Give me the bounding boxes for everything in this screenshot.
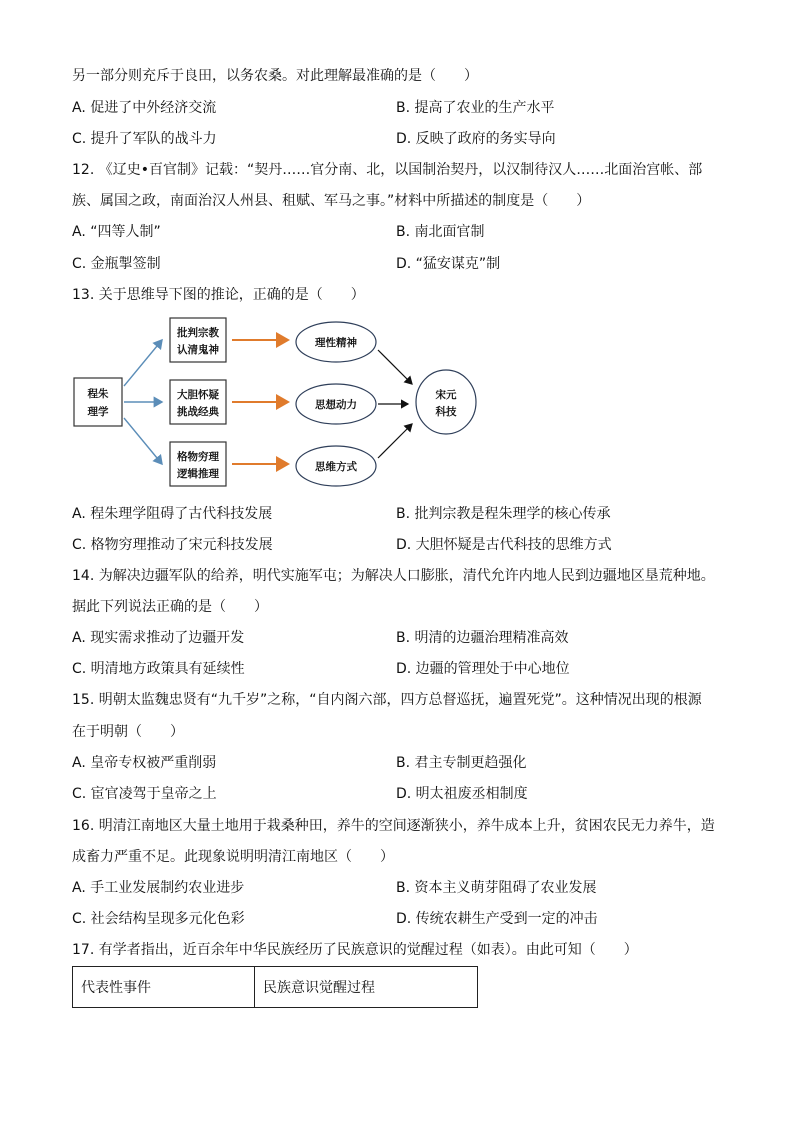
q15-option-c: C. 宦官凌驾于皇帝之上 bbox=[72, 786, 217, 802]
middle-box-1-line1: 批判宗教 bbox=[177, 327, 219, 339]
q15-option-a: A. 皇帝专权被严重削弱 bbox=[72, 755, 217, 771]
q15-option-b: B. 君主专制更趋强化 bbox=[396, 755, 527, 771]
q13-stem: 13. 关于思维导下图的推论，正确的是（ ） bbox=[72, 287, 365, 303]
black-arrow-1 bbox=[378, 350, 412, 384]
middle-box-2-line1: 大胆怀疑 bbox=[177, 389, 219, 401]
middle-box-3-line1: 格物穷理 bbox=[177, 451, 219, 463]
q11-option-b: B. 提高了农业的生产水平 bbox=[396, 100, 555, 116]
black-arrow-3 bbox=[378, 424, 412, 458]
q14-option-b: B. 明清的边疆治理精准高效 bbox=[396, 630, 569, 646]
q14-stem-line2: 据此下列说法正确的是（ ） bbox=[72, 599, 268, 615]
middle-box-2-line2: 挑战经典 bbox=[177, 406, 219, 418]
oval-1-label: 理性精神 bbox=[315, 337, 357, 349]
q11-stem: 另一部分则充斥于良田，以务农桑。对此理解最准确的是（ ） bbox=[72, 68, 478, 84]
blue-arrow-top bbox=[124, 340, 162, 386]
table-header-process: 民族意识觉醒过程 bbox=[255, 967, 478, 1008]
q16-stem-line1: 16. 明清江南地区大量土地用于栽桑种田，养牛的空间逐渐狭小，养牛成本上升，贫困农民无力养牛，造 bbox=[72, 818, 715, 834]
q11-option-d: D. 反映了政府的务实导向 bbox=[396, 131, 556, 147]
oval-2-label: 思想动力 bbox=[315, 399, 357, 411]
blue-arrow-bottom bbox=[124, 418, 162, 464]
q12-option-b: B. 南北面官制 bbox=[396, 224, 485, 240]
q12-option-c: C. 金瓶掣签制 bbox=[72, 256, 161, 272]
middle-box-1-line2: 认清鬼神 bbox=[177, 344, 219, 356]
root-line1: 程朱 bbox=[87, 388, 109, 400]
q12-stem-line1: 12. 《辽史•百官制》记载：“契丹……官分南、北，以国制治契丹，以汉制待汉人……北面治宫帐、部 bbox=[72, 162, 703, 178]
q14-stem-line1: 14. 为解决边疆军队的给养，明代实施军屯；为解决人口膨胀，清代允许内地人民到边疆地区垦荒种地。 bbox=[72, 568, 715, 584]
q16-stem-line2: 成畜力严重不足。此现象说明明清江南地区（ ） bbox=[72, 849, 394, 865]
q13-mind-map-diagram bbox=[72, 312, 482, 492]
q13-option-d: D. 大胆怀疑是古代科技的思维方式 bbox=[396, 537, 612, 553]
middle-box-3-line2: 逻辑推理 bbox=[177, 468, 219, 480]
q13-option-a: A. 程朱理学阻碍了古代科技发展 bbox=[72, 506, 273, 522]
root-box bbox=[74, 378, 122, 426]
target-line2: 科技 bbox=[435, 406, 457, 418]
q13-option-b: B. 批判宗教是程朱理学的核心传承 bbox=[396, 506, 611, 522]
target-circle bbox=[416, 370, 476, 434]
q15-stem-line2: 在于明朝（ ） bbox=[72, 724, 184, 740]
q14-option-d: D. 边疆的管理处于中心地位 bbox=[396, 661, 570, 677]
oval-3-label: 思维方式 bbox=[315, 461, 357, 473]
q16-option-a: A. 手工业发展制约农业进步 bbox=[72, 880, 245, 896]
q12-stem-line2: 族、属国之政，南面治汉人州县、租赋、军马之事。”材料中所描述的制度是（ ） bbox=[72, 193, 591, 209]
q11-option-a: A. 促进了中外经济交流 bbox=[72, 100, 217, 116]
q13-option-c: C. 格物穷理推动了宋元科技发展 bbox=[72, 537, 273, 553]
table-header-event: 代表性事件 bbox=[73, 967, 255, 1008]
q16-option-d: D. 传统农耕生产受到一定的冲击 bbox=[396, 911, 598, 927]
q12-option-d: D. “猛安谋克”制 bbox=[396, 256, 501, 272]
q15-stem-line1: 15. 明朝太监魏忠贤有“九千岁”之称，“自内阁六部，四方总督巡抚，遍置死党”。这种情况出现的根源 bbox=[72, 692, 702, 708]
root-line2: 理学 bbox=[87, 406, 109, 418]
q12-option-a: A. “四等人制” bbox=[72, 224, 161, 240]
q16-option-c: C. 社会结构呈现多元化色彩 bbox=[72, 911, 245, 927]
q17-table bbox=[72, 966, 478, 1008]
table-header-row bbox=[73, 967, 478, 1008]
q16-option-b: B. 资本主义萌芽阻碍了农业发展 bbox=[396, 880, 597, 896]
target-line1: 宋元 bbox=[435, 389, 457, 401]
q15-option-d: D. 明太祖废丞相制度 bbox=[396, 786, 528, 802]
q11-option-c: C. 提升了军队的战斗力 bbox=[72, 131, 217, 147]
q14-option-c: C. 明清地方政策具有延续性 bbox=[72, 661, 245, 677]
q14-option-a: A. 现实需求推动了边疆开发 bbox=[72, 630, 245, 646]
q17-stem: 17. 有学者指出，近百余年中华民族经历了民族意识的觉醒过程（如表）。由此可知（ ） bbox=[72, 942, 638, 958]
